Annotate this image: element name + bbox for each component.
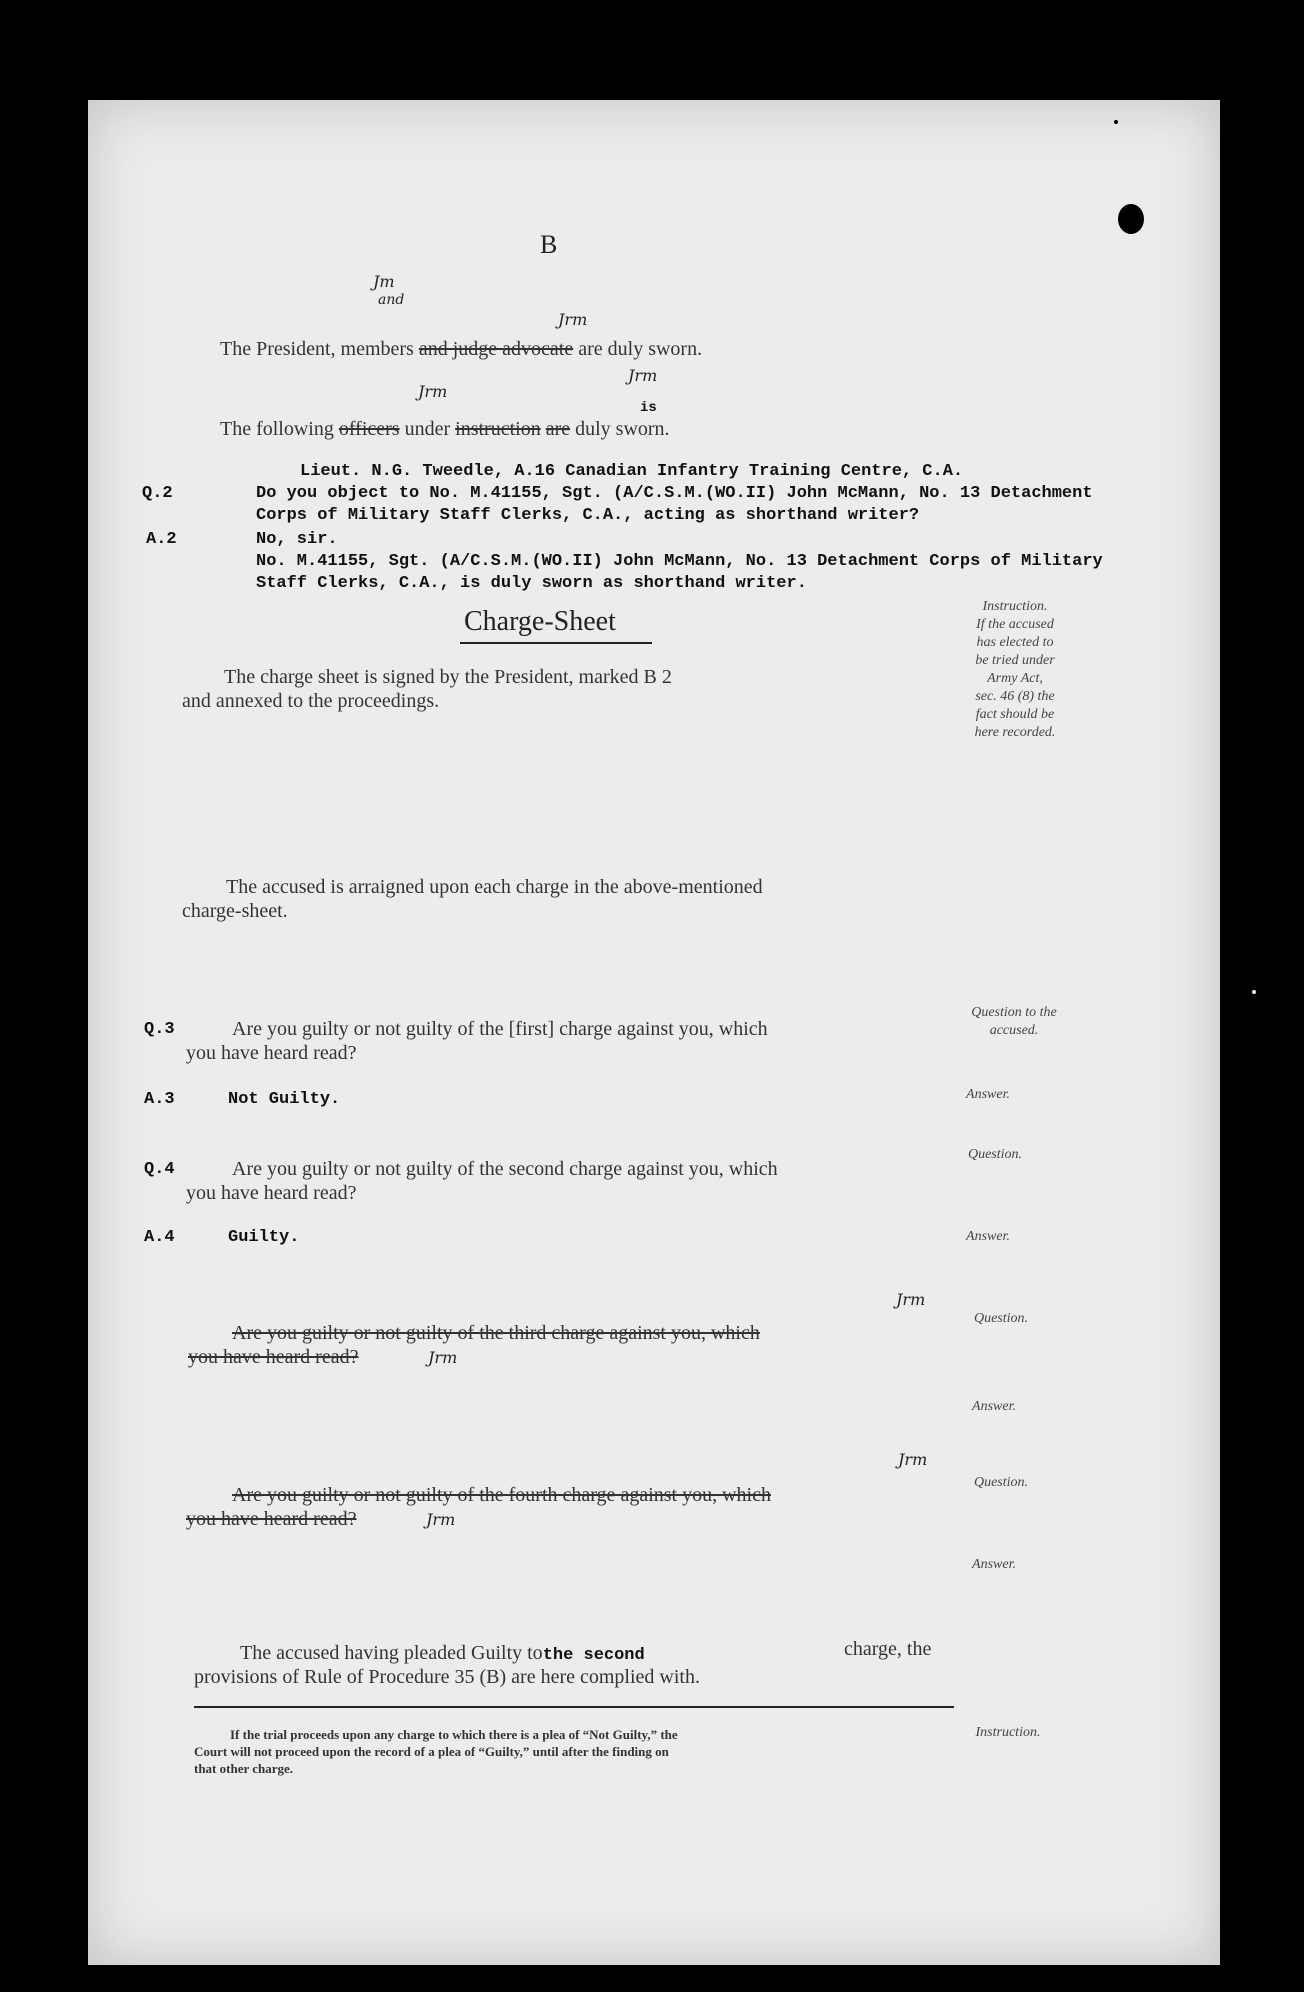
q-third-note: Question. bbox=[973, 1311, 1029, 1326]
officer-name: Lieut. N.G. Tweedle, A.16 Canadian Infantry Training Centre, C.A. bbox=[300, 462, 964, 481]
footer-line3: that other charge. bbox=[194, 1761, 294, 1776]
charge-sheet-heading: Charge-Sheet bbox=[464, 606, 616, 637]
a2-line1: No, sir. bbox=[256, 530, 338, 549]
instruction-line: has elected to bbox=[976, 635, 1054, 650]
q-fourth-line2: you have heard read? bbox=[186, 1508, 357, 1530]
q-fourth-answer-note: Answer. bbox=[972, 1557, 1016, 1572]
sworn-line bbox=[220, 338, 702, 361]
a2-line2: No. M.41155, Sgt. (A/C.S.M.(WO.II) John McMann, No. 13 Detachment Corps of Military bbox=[256, 552, 1103, 571]
q3-label: Q.3 bbox=[144, 1020, 175, 1039]
instruction-struck: instruction bbox=[455, 418, 541, 440]
q-fourth-initial-1: Jrm bbox=[898, 1450, 928, 1469]
q-fourth-note: Question. bbox=[973, 1475, 1029, 1490]
officers-prefix: The following bbox=[220, 418, 334, 440]
are-struck: are bbox=[545, 418, 571, 440]
q4-line1: Are you guilty or not guilty of the second charge against you, which bbox=[232, 1158, 778, 1180]
section-letter: B bbox=[540, 230, 558, 259]
q4-label: Q.4 bbox=[144, 1160, 175, 1179]
q-fourth-initial-2: Jrm bbox=[426, 1510, 456, 1529]
speck-mark bbox=[1114, 120, 1118, 124]
q3-line2: you have heard read? bbox=[186, 1042, 357, 1064]
q3-note-line2: accused. bbox=[989, 1023, 1039, 1038]
footer-rule bbox=[194, 1706, 954, 1708]
plea-typed: the second bbox=[542, 1646, 645, 1665]
instruction-line: sec. 46 (8) the bbox=[975, 689, 1055, 704]
q4-note: Question. bbox=[967, 1147, 1023, 1162]
a3-text: Not Guilty. bbox=[228, 1090, 341, 1109]
instruction-line: fact should be bbox=[975, 707, 1055, 722]
footer-line2: Court will not proceed upon the record of a plea of “Guilty,” until after the finding on bbox=[194, 1744, 669, 1759]
charge-sheet-underline bbox=[460, 642, 652, 644]
officers-initial-1: Jrm bbox=[418, 382, 448, 401]
instruction-note bbox=[950, 598, 1080, 742]
footer-note bbox=[194, 1726, 954, 1777]
ink-blot bbox=[1118, 204, 1144, 234]
a3-note: Answer. bbox=[966, 1087, 1010, 1102]
officers-line bbox=[220, 418, 670, 441]
is-inserted: is bbox=[640, 400, 657, 416]
a4-note: Answer. bbox=[966, 1229, 1010, 1244]
q-third-answer-note: Answer. bbox=[972, 1399, 1016, 1414]
q4-line2: you have heard read? bbox=[186, 1182, 357, 1204]
a4-text: Guilty. bbox=[228, 1228, 300, 1247]
officers-initial-2: Jrm bbox=[628, 366, 658, 385]
sworn-initial-1: Jm bbox=[373, 272, 395, 291]
plea-line1 bbox=[240, 1642, 645, 1665]
plea-suffix: charge, the bbox=[844, 1638, 932, 1660]
document-page bbox=[88, 100, 1220, 1965]
officers-struck: officers bbox=[338, 418, 400, 440]
q-third-initial-1: Jrm bbox=[896, 1290, 926, 1309]
sworn-initial-2: Jrm bbox=[558, 310, 588, 329]
plea-line2: provisions of Rule of Procedure 35 (B) are here complied with. bbox=[194, 1666, 700, 1688]
arraignment-line1: The accused is arraigned upon each charge in the above-mentioned bbox=[226, 876, 763, 898]
a4-label: A.4 bbox=[144, 1228, 175, 1247]
sworn-inserted: and bbox=[378, 292, 405, 308]
instruction-line: Army Act, bbox=[987, 671, 1043, 686]
sworn-members: members bbox=[340, 338, 414, 360]
officers-suffix: duly sworn. bbox=[575, 418, 670, 440]
arraignment-line2: charge-sheet. bbox=[182, 900, 288, 922]
footer-line1: If the trial proceeds upon any charge to which there is a plea of “Not Guilty,” the bbox=[230, 1727, 678, 1742]
charge-sheet-line2: and annexed to the proceedings. bbox=[182, 690, 440, 712]
footer-margin-note: Instruction. bbox=[975, 1725, 1041, 1740]
charge-sheet-line1: The charge sheet is signed by the President, marked B 2 bbox=[224, 666, 672, 688]
a2-line3: Staff Clerks, C.A., is duly sworn as shorthand writer. bbox=[256, 574, 807, 593]
sworn-struck: and judge advocate bbox=[418, 338, 574, 360]
q-third-line1: Are you guilty or not guilty of the third charge against you, which bbox=[232, 1322, 760, 1344]
instruction-line: If the accused bbox=[976, 617, 1054, 632]
q2-line2: Corps of Military Staff Clerks, C.A., acting as shorthand writer? bbox=[256, 506, 920, 525]
sworn-suffix: are duly sworn. bbox=[578, 338, 703, 360]
q-third-initial-2: Jrm bbox=[428, 1348, 458, 1367]
q2-label: Q.2 bbox=[142, 484, 173, 503]
a3-label: A.3 bbox=[144, 1090, 175, 1109]
instruction-line: be tried under bbox=[975, 653, 1055, 668]
sworn-prefix: The President, bbox=[220, 338, 336, 360]
instruction-line: here recorded. bbox=[974, 725, 1056, 740]
a2-label: A.2 bbox=[146, 530, 177, 549]
officers-mid: under bbox=[404, 418, 451, 440]
edge-speck bbox=[1252, 990, 1256, 994]
plea-prefix: The accused having pleaded Guilty to bbox=[240, 1642, 543, 1664]
q-third-line2: you have heard read? bbox=[188, 1346, 359, 1368]
q2-line1: Do you object to No. M.41155, Sgt. (A/C.S.M.(WO.II) John McMann, No. 13 Detachment bbox=[256, 484, 1093, 503]
q-fourth-line1: Are you guilty or not guilty of the fourth charge against you, which bbox=[232, 1484, 771, 1506]
q3-line1: Are you guilty or not guilty of the [first] charge against you, which bbox=[232, 1018, 768, 1040]
instruction-title: Instruction. bbox=[982, 599, 1048, 614]
q3-note-line1: Question to the bbox=[971, 1005, 1057, 1020]
q3-note bbox=[954, 1004, 1074, 1040]
